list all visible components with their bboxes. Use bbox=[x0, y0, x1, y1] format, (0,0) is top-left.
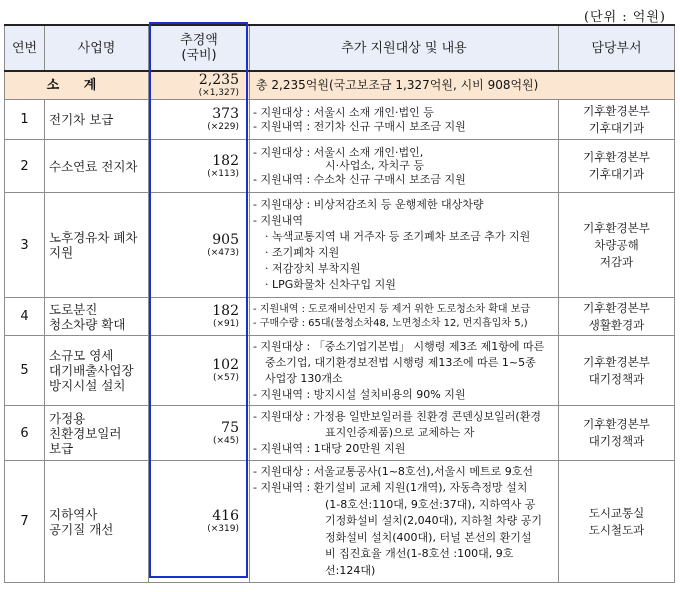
row-national: (×57) bbox=[212, 373, 239, 383]
subtotal-row bbox=[5, 71, 675, 100]
row-detail bbox=[250, 298, 559, 336]
row-detail bbox=[250, 193, 559, 298]
table-header-row bbox=[5, 25, 675, 71]
row-no: 7 bbox=[5, 461, 45, 583]
subtotal-detail: 총 2,235억원(국고보조금 1,327억원, 시비 908억원) bbox=[250, 71, 675, 100]
row-detail bbox=[250, 406, 559, 461]
row-national: (×319) bbox=[207, 524, 239, 534]
row-amount: 102 bbox=[212, 357, 239, 373]
row-amount-cell bbox=[149, 193, 250, 298]
row-name-line: 소규모 영세 bbox=[49, 348, 114, 363]
dept-line: 기후환경본부 bbox=[583, 300, 650, 315]
row-name bbox=[45, 140, 149, 193]
header-amount-line1: 추경액 bbox=[180, 33, 218, 48]
row-amount-cell bbox=[149, 406, 250, 461]
detail-line: · 저감장치 부착지원 bbox=[265, 262, 361, 275]
dept-line: 생활환경과 bbox=[588, 317, 645, 332]
row-national: (×91) bbox=[212, 319, 239, 329]
row-amount-cell bbox=[149, 461, 250, 583]
row-amount: 182 bbox=[212, 152, 239, 169]
row-dept bbox=[559, 298, 675, 336]
row-dept bbox=[559, 406, 675, 461]
dept-line: 도시교통실 bbox=[588, 505, 645, 520]
row-dept bbox=[559, 140, 675, 193]
detail-line: - 지원대상 : 비상저감조치 등 운행제한 대상차량 bbox=[253, 198, 484, 211]
row-name-line: 가정용 bbox=[49, 410, 86, 426]
detail-line: (1-8호선:110대, 9호선:37대), 지하역사 공 bbox=[325, 497, 536, 511]
detail-line: 기정화설비 설치(2,040대), 지하철 차량 공기 bbox=[325, 514, 542, 528]
row-name-line: 대기배출사업장 bbox=[49, 363, 134, 378]
dept-line: 도시철도과 bbox=[588, 522, 645, 537]
header-amount bbox=[149, 25, 250, 71]
row-name-line: 청소차량 확대 bbox=[49, 316, 126, 332]
row-name-line: 보급 bbox=[49, 440, 74, 456]
table-row bbox=[5, 140, 675, 193]
row-amount-cell bbox=[149, 100, 250, 140]
row-name bbox=[45, 193, 149, 298]
table-row bbox=[5, 336, 675, 406]
detail-line: · LPG화물차 신차구입 지원 bbox=[265, 278, 396, 291]
table-row bbox=[5, 193, 675, 298]
detail-line: 표지인증제품)으로 교체하는 자 bbox=[325, 426, 475, 439]
detail-line: - 지원대상 : 가정용 일반보일러를 친환경 콘덴싱보일러(환경 bbox=[253, 410, 541, 423]
row-no: 5 bbox=[5, 336, 45, 406]
row-amount: 373 bbox=[212, 106, 239, 122]
header-dept: 담당부서 bbox=[559, 25, 675, 71]
row-name bbox=[45, 336, 149, 406]
dept-line: 기후대기과 bbox=[588, 120, 645, 135]
dept-line: 기후환경본부 bbox=[583, 150, 650, 164]
dept-line: 차량공해 bbox=[594, 237, 639, 252]
row-name-line: 공기질 개선 bbox=[49, 521, 114, 537]
detail-line: - 지원대상 : 「중소기업기본법」 시행령 제3조 제1항에 따른 bbox=[253, 339, 545, 353]
detail-line: 중소기업, 대기환경보전법 시행령 제13조에 따른 1~5종 bbox=[265, 355, 536, 369]
table-row bbox=[5, 461, 675, 583]
row-dept bbox=[559, 193, 675, 298]
subtotal-national: (×1,327) bbox=[198, 88, 239, 98]
detail-line: 선:124대) bbox=[325, 563, 376, 577]
table-row bbox=[5, 298, 675, 336]
row-no: 6 bbox=[5, 406, 45, 461]
dept-line: 기후환경본부 bbox=[583, 220, 650, 235]
row-national: (×229) bbox=[207, 122, 239, 132]
subtotal-amount-cell bbox=[149, 71, 250, 100]
header-amount-line2: (국비) bbox=[181, 48, 217, 63]
row-amount: 905 bbox=[212, 231, 239, 248]
detail-line: - 구매수량 : 65대(물청소차48, 노면청소차 12, 먼지흡입차 5,) bbox=[253, 317, 528, 329]
row-name-line: 전기차 보급 bbox=[49, 112, 114, 127]
row-detail bbox=[250, 140, 559, 193]
table-row bbox=[5, 406, 675, 461]
detail-line: - 지원내역 bbox=[253, 214, 303, 227]
row-no: 2 bbox=[5, 140, 45, 193]
subtotal-amount: 2,235 bbox=[198, 72, 239, 88]
header-name: 사업명 bbox=[45, 25, 149, 71]
row-national: (×113) bbox=[207, 168, 239, 179]
row-amount-cell bbox=[149, 298, 250, 336]
detail-line: · 조기폐차 지원 bbox=[265, 246, 340, 259]
detail-line: · 녹색교통지역 내 거주자 등 조기폐차 보조금 추가 지원 bbox=[265, 230, 531, 243]
detail-line: - 지원내역 : 방지시설 설치비용의 90% 지원 bbox=[253, 387, 466, 401]
row-name-line: 수소연료 전지차 bbox=[49, 158, 138, 174]
row-dept bbox=[559, 461, 675, 583]
detail-line: 정화설비 설치(400대), 터널 본선의 환기설 bbox=[325, 530, 532, 544]
dept-line: 저감과 bbox=[599, 254, 634, 269]
dept-line: 기후환경본부 bbox=[583, 354, 650, 369]
row-dept bbox=[559, 336, 675, 406]
detail-line: - 지원내역 : 전기차 신규 구매시 보조금 지원 bbox=[253, 119, 466, 133]
row-name bbox=[45, 100, 149, 140]
dept-line: 기후환경본부 bbox=[583, 417, 650, 431]
dept-line: 기후환경본부 bbox=[583, 103, 650, 118]
row-amount-cell bbox=[149, 336, 250, 406]
row-name-line: 지하역사 bbox=[49, 506, 98, 522]
row-detail bbox=[250, 336, 559, 406]
budget-table bbox=[4, 24, 675, 583]
row-amount: 182 bbox=[212, 303, 239, 319]
subtotal-label: 소 계 bbox=[5, 71, 149, 100]
row-amount: 75 bbox=[221, 419, 239, 436]
row-name bbox=[45, 406, 149, 461]
row-no: 1 bbox=[5, 100, 45, 140]
detail-line: - 지원내역 : 수소차 신규 구매시 보조금 지원 bbox=[253, 172, 466, 186]
row-name bbox=[45, 298, 149, 336]
row-national: (×45) bbox=[212, 435, 239, 446]
row-name-line: 지원 bbox=[49, 245, 74, 260]
detail-line: 시·사업소, 자치구 등 bbox=[325, 159, 424, 173]
detail-line: 사업장 130개소 bbox=[265, 371, 343, 385]
row-name-line: 친환경보일러 bbox=[49, 425, 122, 441]
dept-line: 기후대기과 bbox=[588, 167, 645, 181]
row-dept bbox=[559, 100, 675, 140]
row-name-line: 노후경유차 폐차 bbox=[49, 230, 138, 245]
unit-label: (단위 : 억원) bbox=[583, 10, 666, 25]
detail-line: - 지원대상 : 서울교통공사(1~8호선),서울시 메트로 9호선 bbox=[253, 464, 533, 478]
detail-line: - 지원대상 : 서울시 소재 개인·법인 등 bbox=[253, 105, 434, 119]
detail-line: 비 집진효율 개선(1-8호선 :100대, 9호 bbox=[325, 547, 514, 561]
detail-line: - 지원대상 : 서울시 소재 개인·법인, bbox=[253, 145, 424, 159]
header-detail: 추가 지원대상 및 내용 bbox=[250, 25, 559, 71]
row-no: 3 bbox=[5, 193, 45, 298]
detail-line: - 지원내역 : 1대당 20만원 지원 bbox=[253, 442, 406, 455]
row-national: (×473) bbox=[207, 247, 239, 258]
detail-line: - 지원내역 : 환기설비 교체 지원(1개역), 자동측정망 설치 bbox=[253, 481, 528, 495]
row-no: 4 bbox=[5, 298, 45, 336]
row-name-line: 방지시설 설치 bbox=[49, 378, 126, 393]
row-name bbox=[45, 461, 149, 583]
dept-line: 대기정책과 bbox=[588, 434, 645, 448]
row-amount: 416 bbox=[212, 508, 239, 524]
row-name-line: 도로분진 bbox=[49, 301, 98, 317]
header-no: 연번 bbox=[5, 25, 45, 71]
row-detail bbox=[250, 461, 559, 583]
detail-line: - 지원내역 : 도로재비산먼지 등 제거 위한 도로청소차 확대 보급 bbox=[253, 303, 531, 315]
dept-line: 대기정책과 bbox=[588, 371, 645, 386]
row-detail bbox=[250, 100, 559, 140]
row-amount-cell bbox=[149, 140, 250, 193]
table-row bbox=[5, 100, 675, 140]
